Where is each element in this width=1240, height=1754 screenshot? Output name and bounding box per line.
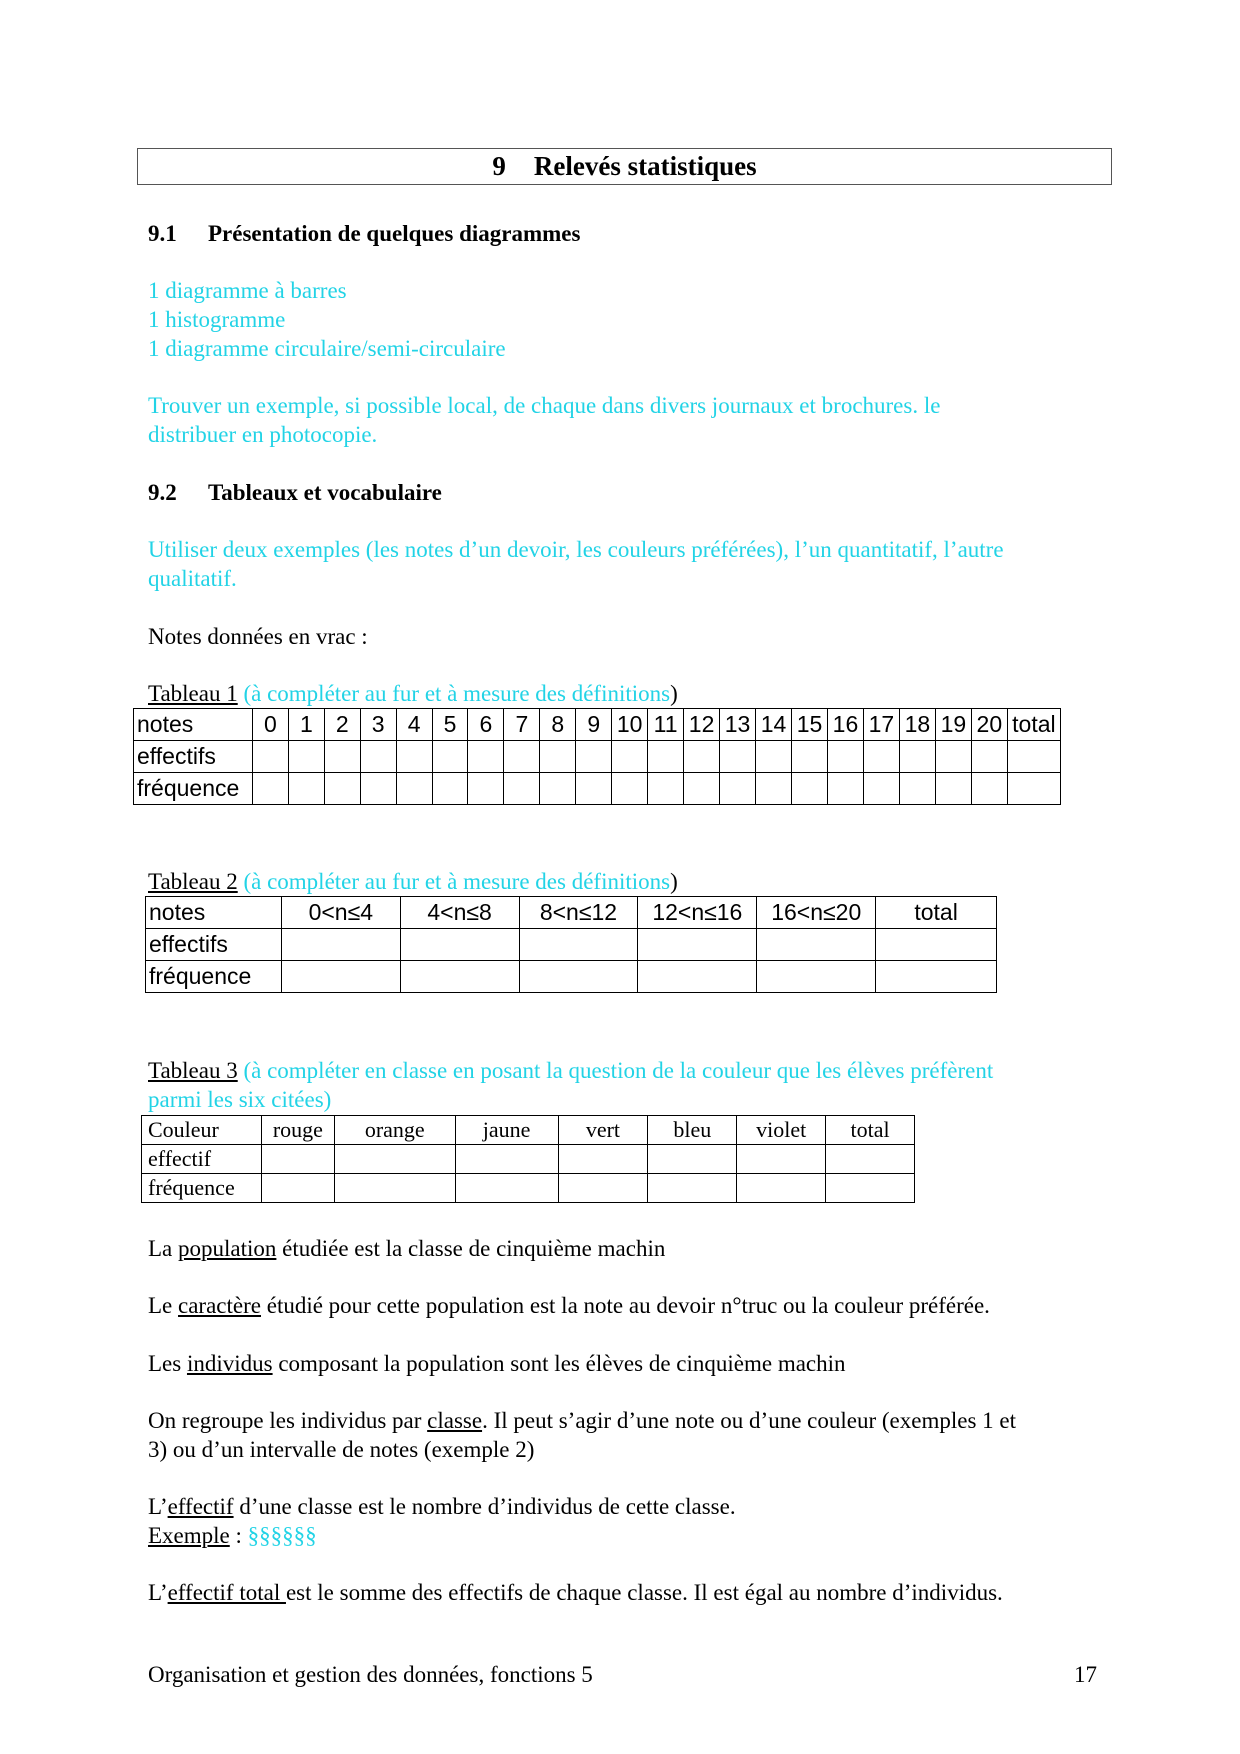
column-header: 18	[899, 709, 935, 741]
column-header: 20	[971, 709, 1007, 741]
caption-note: (à compléter en classe en posant la question de la couleur que les élèves préfèrent	[237, 1058, 994, 1083]
column-header: 11	[648, 709, 684, 741]
caption-label: Tableau 3	[148, 1058, 238, 1083]
column-header: 3	[360, 709, 396, 741]
definition-text: . Il peut s’agir d’une note ou d’une couleur (exemples 1 et	[482, 1408, 1016, 1433]
definition-text: d’une classe est le nombre d’individus de cette classe.	[233, 1494, 736, 1519]
definition-effectif	[148, 1492, 736, 1521]
definition-text: L’	[148, 1580, 168, 1605]
column-header: 6	[468, 709, 504, 741]
diagram-list-item: 1 diagramme à barres	[148, 278, 347, 303]
empty-cell[interactable]	[519, 961, 638, 993]
definition-text: étudié pour cette population est la note au devoir n°truc ou la couleur préférée.	[260, 1293, 990, 1318]
empty-cell[interactable]	[863, 741, 899, 773]
table-row	[134, 709, 1061, 741]
empty-cell[interactable]	[334, 1145, 455, 1174]
table-row	[142, 1145, 915, 1174]
empty-cell[interactable]	[400, 929, 519, 961]
empty-cell[interactable]	[971, 773, 1007, 805]
row-label: Couleur	[142, 1116, 262, 1145]
table-note-intervals	[145, 896, 997, 993]
row-label: notes	[146, 897, 282, 929]
definition-classe-line2: 3) ou d’un intervalle de notes (exemple 2)	[148, 1437, 535, 1462]
empty-cell[interactable]	[576, 773, 612, 805]
empty-cell[interactable]	[468, 741, 504, 773]
empty-cell[interactable]	[288, 773, 324, 805]
empty-cell[interactable]	[737, 1145, 826, 1174]
empty-cell[interactable]	[334, 1174, 455, 1203]
intro-line: Utiliser deux exemples (les notes d’un devoir, les couleurs préférées), l’un quantitatif, l’autre	[148, 537, 1004, 562]
empty-cell[interactable]	[252, 741, 288, 773]
column-header: 12<n≤16	[638, 897, 757, 929]
row-label: fréquence	[146, 961, 282, 993]
column-header-total: total	[1007, 709, 1060, 741]
empty-cell[interactable]	[432, 773, 468, 805]
caption-note: (à compléter au fur et à mesure des définitions	[237, 869, 671, 894]
empty-cell[interactable]	[876, 961, 997, 993]
empty-cell[interactable]	[504, 741, 540, 773]
column-header: 17	[863, 709, 899, 741]
diagram-list-item: 1 histogramme	[148, 307, 286, 332]
example-label: Exemple	[148, 1523, 230, 1548]
empty-cell[interactable]	[455, 1145, 558, 1174]
empty-cell[interactable]	[360, 741, 396, 773]
column-header: 9	[576, 709, 612, 741]
column-header: 2	[324, 709, 360, 741]
empty-cell[interactable]	[396, 773, 432, 805]
term-effectif-total: effectif total	[167, 1580, 286, 1605]
empty-cell[interactable]	[281, 929, 400, 961]
empty-cell[interactable]	[792, 741, 828, 773]
definition-text: La	[148, 1236, 179, 1261]
empty-cell[interactable]	[826, 1145, 915, 1174]
table-row	[142, 1174, 915, 1203]
table-notes	[133, 708, 1061, 805]
definition-text: On regroupe les individus par	[148, 1408, 428, 1433]
empty-cell[interactable]	[827, 741, 863, 773]
empty-cell[interactable]	[1007, 773, 1060, 805]
column-header: 5	[432, 709, 468, 741]
empty-cell[interactable]	[288, 741, 324, 773]
column-header: rouge	[261, 1116, 334, 1145]
empty-cell[interactable]	[519, 929, 638, 961]
empty-cell[interactable]	[737, 1174, 826, 1203]
empty-cell[interactable]	[876, 929, 997, 961]
column-header: 7	[504, 709, 540, 741]
caption-label: Tableau 2	[148, 869, 238, 894]
table-row	[134, 741, 1061, 773]
column-header: 12	[684, 709, 720, 741]
empty-cell[interactable]	[638, 929, 757, 961]
section-heading-9-2	[148, 478, 442, 507]
definition-text: Les	[148, 1351, 187, 1376]
empty-cell[interactable]	[684, 741, 720, 773]
empty-cell[interactable]	[720, 741, 756, 773]
term-classe: classe	[427, 1408, 483, 1433]
example-value: §§§§§§	[247, 1523, 317, 1548]
empty-cell[interactable]	[757, 961, 876, 993]
chapter-title-text: Relevés statistiques	[533, 151, 757, 181]
table-row	[146, 961, 997, 993]
column-header: 19	[935, 709, 971, 741]
table3-caption-line2: parmi les six citées)	[148, 1087, 332, 1112]
table3-caption	[148, 1056, 993, 1085]
definition-text: Le	[148, 1293, 179, 1318]
definition-text: étudiée est la classe de cinquième machin	[276, 1236, 666, 1261]
empty-cell[interactable]	[576, 741, 612, 773]
footer-text: Organisation et gestion des données, fonctions 5	[148, 1662, 593, 1687]
empty-cell[interactable]	[826, 1174, 915, 1203]
column-header: 4<n≤8	[400, 897, 519, 929]
empty-cell[interactable]	[252, 773, 288, 805]
empty-cell[interactable]	[899, 773, 935, 805]
table-row	[146, 897, 997, 929]
section-title: Tableaux et vocabulaire	[208, 480, 442, 505]
instruction-line: Trouver un exemple, si possible local, de chaque dans divers journaux et brochures. le	[148, 393, 941, 418]
chapter-number: 9	[492, 151, 506, 181]
empty-cell[interactable]	[612, 773, 648, 805]
table-colors	[141, 1115, 915, 1203]
column-header: violet	[737, 1116, 826, 1145]
term-effectif: effectif	[167, 1494, 234, 1519]
table-row	[134, 773, 1061, 805]
definition-text: composant la population sont les élèves de cinquième machin	[272, 1351, 846, 1376]
empty-cell[interactable]	[756, 741, 792, 773]
definition-individus	[148, 1349, 846, 1378]
table-row	[142, 1116, 915, 1145]
column-header: orange	[334, 1116, 455, 1145]
empty-cell[interactable]	[792, 773, 828, 805]
empty-cell[interactable]	[558, 1174, 648, 1203]
caption-close: )	[670, 681, 678, 706]
intro-line: qualitatif.	[148, 566, 237, 591]
definition-effectif-total	[148, 1578, 1003, 1607]
column-header: jaune	[455, 1116, 558, 1145]
column-header: 0	[252, 709, 288, 741]
column-header-total: total	[876, 897, 997, 929]
empty-cell[interactable]	[360, 773, 396, 805]
empty-cell[interactable]	[281, 961, 400, 993]
empty-cell[interactable]	[899, 741, 935, 773]
section-heading-9-1	[148, 219, 580, 248]
term-individus: individus	[186, 1351, 273, 1376]
column-header: vert	[558, 1116, 648, 1145]
empty-cell[interactable]	[648, 1145, 737, 1174]
notes-label: Notes données en vrac :	[148, 624, 368, 649]
column-header: 16	[827, 709, 863, 741]
definition-text: est le somme des effectifs de chaque classe. Il est égal au nombre d’individus.	[285, 1580, 1003, 1605]
row-label: effectifs	[146, 929, 282, 961]
empty-cell[interactable]	[863, 773, 899, 805]
table1-caption	[148, 679, 678, 708]
empty-cell[interactable]	[684, 773, 720, 805]
empty-cell[interactable]	[757, 929, 876, 961]
term-caractere: caractère	[178, 1293, 261, 1318]
empty-cell[interactable]	[648, 741, 684, 773]
empty-cell[interactable]	[935, 773, 971, 805]
empty-cell[interactable]	[432, 741, 468, 773]
empty-cell[interactable]	[468, 773, 504, 805]
empty-cell[interactable]	[720, 773, 756, 805]
caption-close: )	[670, 869, 678, 894]
row-label: effectif	[142, 1145, 262, 1174]
empty-cell[interactable]	[540, 741, 576, 773]
column-header-total: total	[826, 1116, 915, 1145]
empty-cell[interactable]	[1007, 741, 1060, 773]
definition-population	[148, 1234, 665, 1263]
column-header: 16<n≤20	[757, 897, 876, 929]
empty-cell[interactable]	[612, 741, 648, 773]
section-number: 9.2	[148, 480, 177, 505]
empty-cell[interactable]	[935, 741, 971, 773]
chapter-title	[137, 148, 1112, 185]
empty-cell[interactable]	[504, 773, 540, 805]
caption-note: (à compléter au fur et à mesure des définitions	[237, 681, 671, 706]
empty-cell[interactable]	[648, 773, 684, 805]
column-header: 8	[540, 709, 576, 741]
diagram-list-item: 1 diagramme circulaire/semi-circulaire	[148, 336, 506, 361]
empty-cell[interactable]	[971, 741, 1007, 773]
row-label: notes	[134, 709, 253, 741]
column-header: 14	[756, 709, 792, 741]
column-header: 15	[792, 709, 828, 741]
term-population: population	[178, 1236, 277, 1261]
example-separator: :	[229, 1523, 248, 1548]
column-header: 4	[396, 709, 432, 741]
column-header: 1	[288, 709, 324, 741]
definition-caractere	[148, 1291, 990, 1320]
empty-cell[interactable]	[648, 1174, 737, 1203]
table-row	[146, 929, 997, 961]
empty-cell[interactable]	[324, 741, 360, 773]
column-header: 0<n≤4	[281, 897, 400, 929]
example-line	[148, 1521, 317, 1550]
empty-cell[interactable]	[324, 773, 360, 805]
definition-text: L’	[148, 1494, 168, 1519]
definition-classe	[148, 1406, 1016, 1435]
empty-cell[interactable]	[540, 773, 576, 805]
empty-cell[interactable]	[558, 1145, 648, 1174]
empty-cell[interactable]	[261, 1174, 334, 1203]
empty-cell[interactable]	[638, 961, 757, 993]
row-label: fréquence	[142, 1174, 262, 1203]
empty-cell[interactable]	[756, 773, 792, 805]
section-number: 9.1	[148, 221, 177, 246]
row-label: effectifs	[134, 741, 253, 773]
caption-label: Tableau 1	[148, 681, 238, 706]
empty-cell[interactable]	[827, 773, 863, 805]
column-header: 10	[612, 709, 648, 741]
empty-cell[interactable]	[455, 1174, 558, 1203]
table2-caption	[148, 867, 678, 896]
row-label: fréquence	[134, 773, 253, 805]
column-header: 13	[720, 709, 756, 741]
column-header: bleu	[648, 1116, 737, 1145]
column-header: 8<n≤12	[519, 897, 638, 929]
empty-cell[interactable]	[261, 1145, 334, 1174]
instruction-line: distribuer en photocopie.	[148, 422, 378, 447]
section-title: Présentation de quelques diagrammes	[208, 221, 581, 246]
page-number: 17	[1074, 1662, 1097, 1687]
empty-cell[interactable]	[396, 741, 432, 773]
empty-cell[interactable]	[400, 961, 519, 993]
